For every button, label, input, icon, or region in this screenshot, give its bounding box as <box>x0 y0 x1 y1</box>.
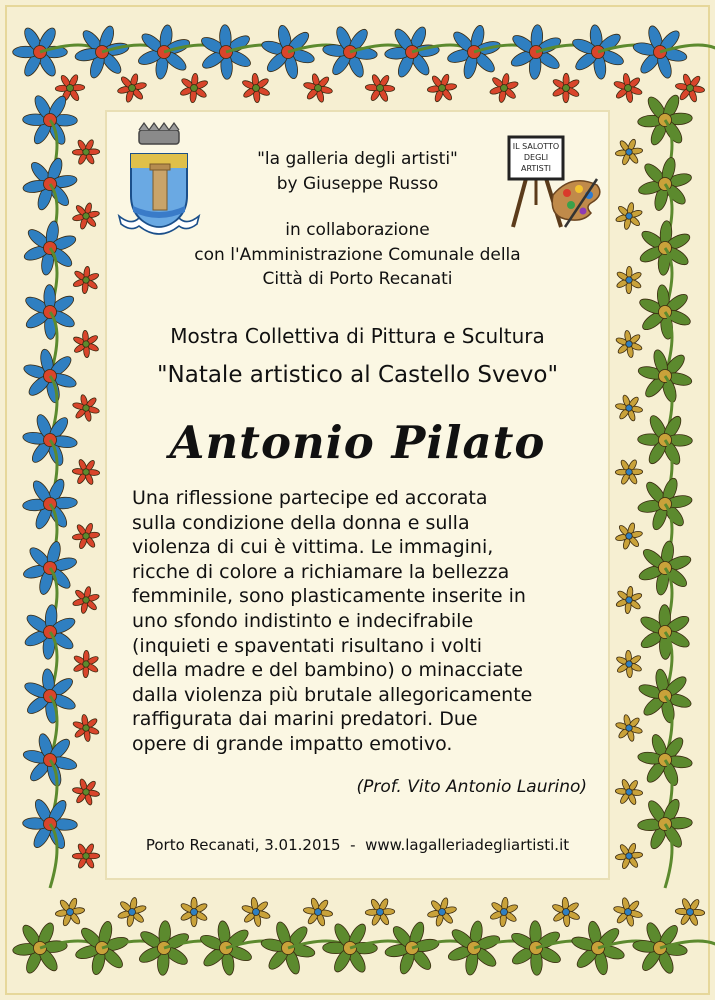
description-line: della madre e del bambino) o minacciate <box>132 659 523 682</box>
description-line: dalla violenza più brutale allegoricamente <box>132 683 533 706</box>
gallery-title: "la galleria degli artisti" <box>257 149 458 169</box>
description-line: Una riflessione partecipe ed accorata <box>132 487 488 509</box>
description-line: opere di grande impatto emotivo. <box>132 732 453 755</box>
description-line: (inquieti e spaventati risultano i volti <box>132 634 483 657</box>
organizer-line: by Giuseppe Russo <box>276 174 439 194</box>
footer-place-date-website: Porto Recanati, 3.01.2015 - www.lagalleriadegliartisti.it <box>145 836 570 854</box>
salotto-line-1: IL SALOTTO <box>512 142 560 151</box>
collaboration-line: in collaborazione <box>285 220 430 240</box>
description-line: femminile, sono plasticamente inserite in <box>132 585 526 608</box>
description-line: raffigurata dai marini predatori. Due <box>132 708 478 731</box>
critic-signature: (Prof. Vito Antonio Laurino) <box>356 777 587 797</box>
administration-line: con l'Amministrazione Comunale della <box>194 245 521 265</box>
salotto-line-3: ARTISTI <box>520 164 552 173</box>
artist-name: Antonio Pilato <box>169 416 546 469</box>
city-line: Città di Porto Recanati <box>262 269 453 289</box>
description-line: sulla condizione della donna e sulla <box>132 511 470 534</box>
exhibition-title: "Natale artistico al Castello Svevo" <box>156 362 559 388</box>
exhibition-subtitle: Mostra Collettiva di Pittura e Scultura <box>170 324 545 348</box>
description-line: uno sfondo indistinto e indecifrabile <box>132 609 474 632</box>
artwork-description <box>132 486 602 757</box>
description-line: violenza di cui è vittima. Le immagini, <box>132 536 494 559</box>
salotto-line-2: DEGLI <box>523 153 549 162</box>
description-line: ricche di colore a richiamare la bellezza <box>132 560 510 583</box>
